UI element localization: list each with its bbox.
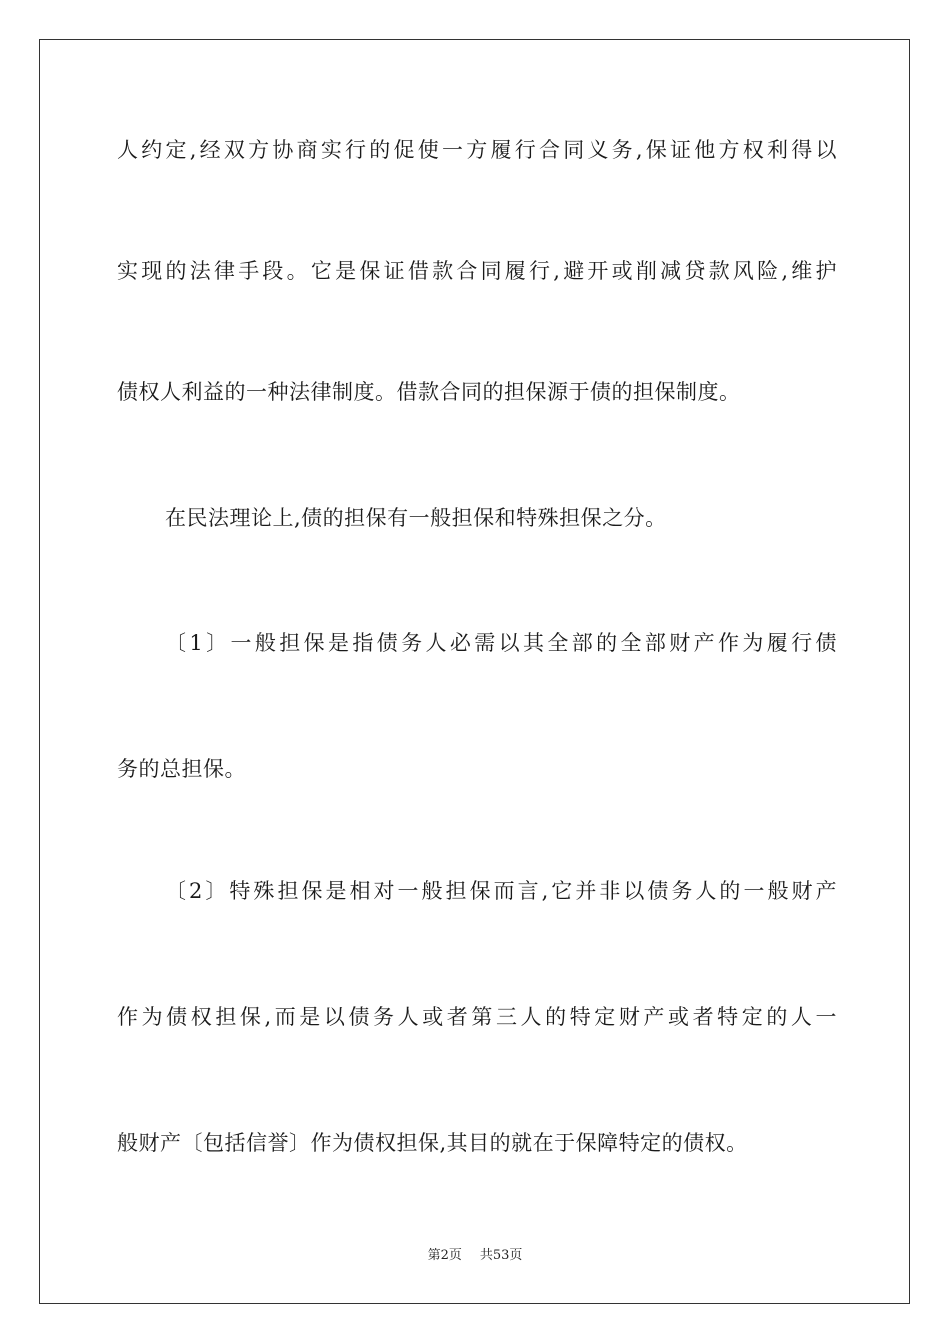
paragraph-line-4: 在民法理论上,债的担保有一般担保和特殊担保之分。	[165, 506, 667, 530]
paragraph-line-5: 〔1〕一般担保是指债务人必需以其全部的全部财产作为履行债	[165, 631, 837, 655]
page-footer	[0, 1247, 950, 1265]
paragraph-line-8: 作为债权担保,而是以债务人或者第三人的特定财产或者特定的人一	[117, 1005, 837, 1029]
paragraph-line-9: 般财产〔包括信誉〕作为债权担保,其目的就在于保障特定的债权。	[117, 1131, 748, 1155]
paragraph-line-1: 人约定,经双方协商实行的促使一方履行合同义务,保证他方权利得以	[117, 138, 837, 162]
paragraph-line-2: 实现的法律手段。它是保证借款合同履行,避开或削减贷款风险,维护	[117, 259, 837, 283]
paragraph-line-3: 债权人利益的一种法律制度。借款合同的担保源于债的担保制度。	[117, 380, 741, 404]
page-border	[39, 39, 910, 1304]
paragraph-line-6: 务的总担保。	[117, 757, 246, 781]
paragraph-line-7: 〔2〕特殊担保是相对一般担保而言,它并非以债务人的一般财产	[165, 879, 837, 903]
total-pages: 共53页	[479, 1248, 523, 1263]
page-number: 第2页	[427, 1248, 462, 1263]
